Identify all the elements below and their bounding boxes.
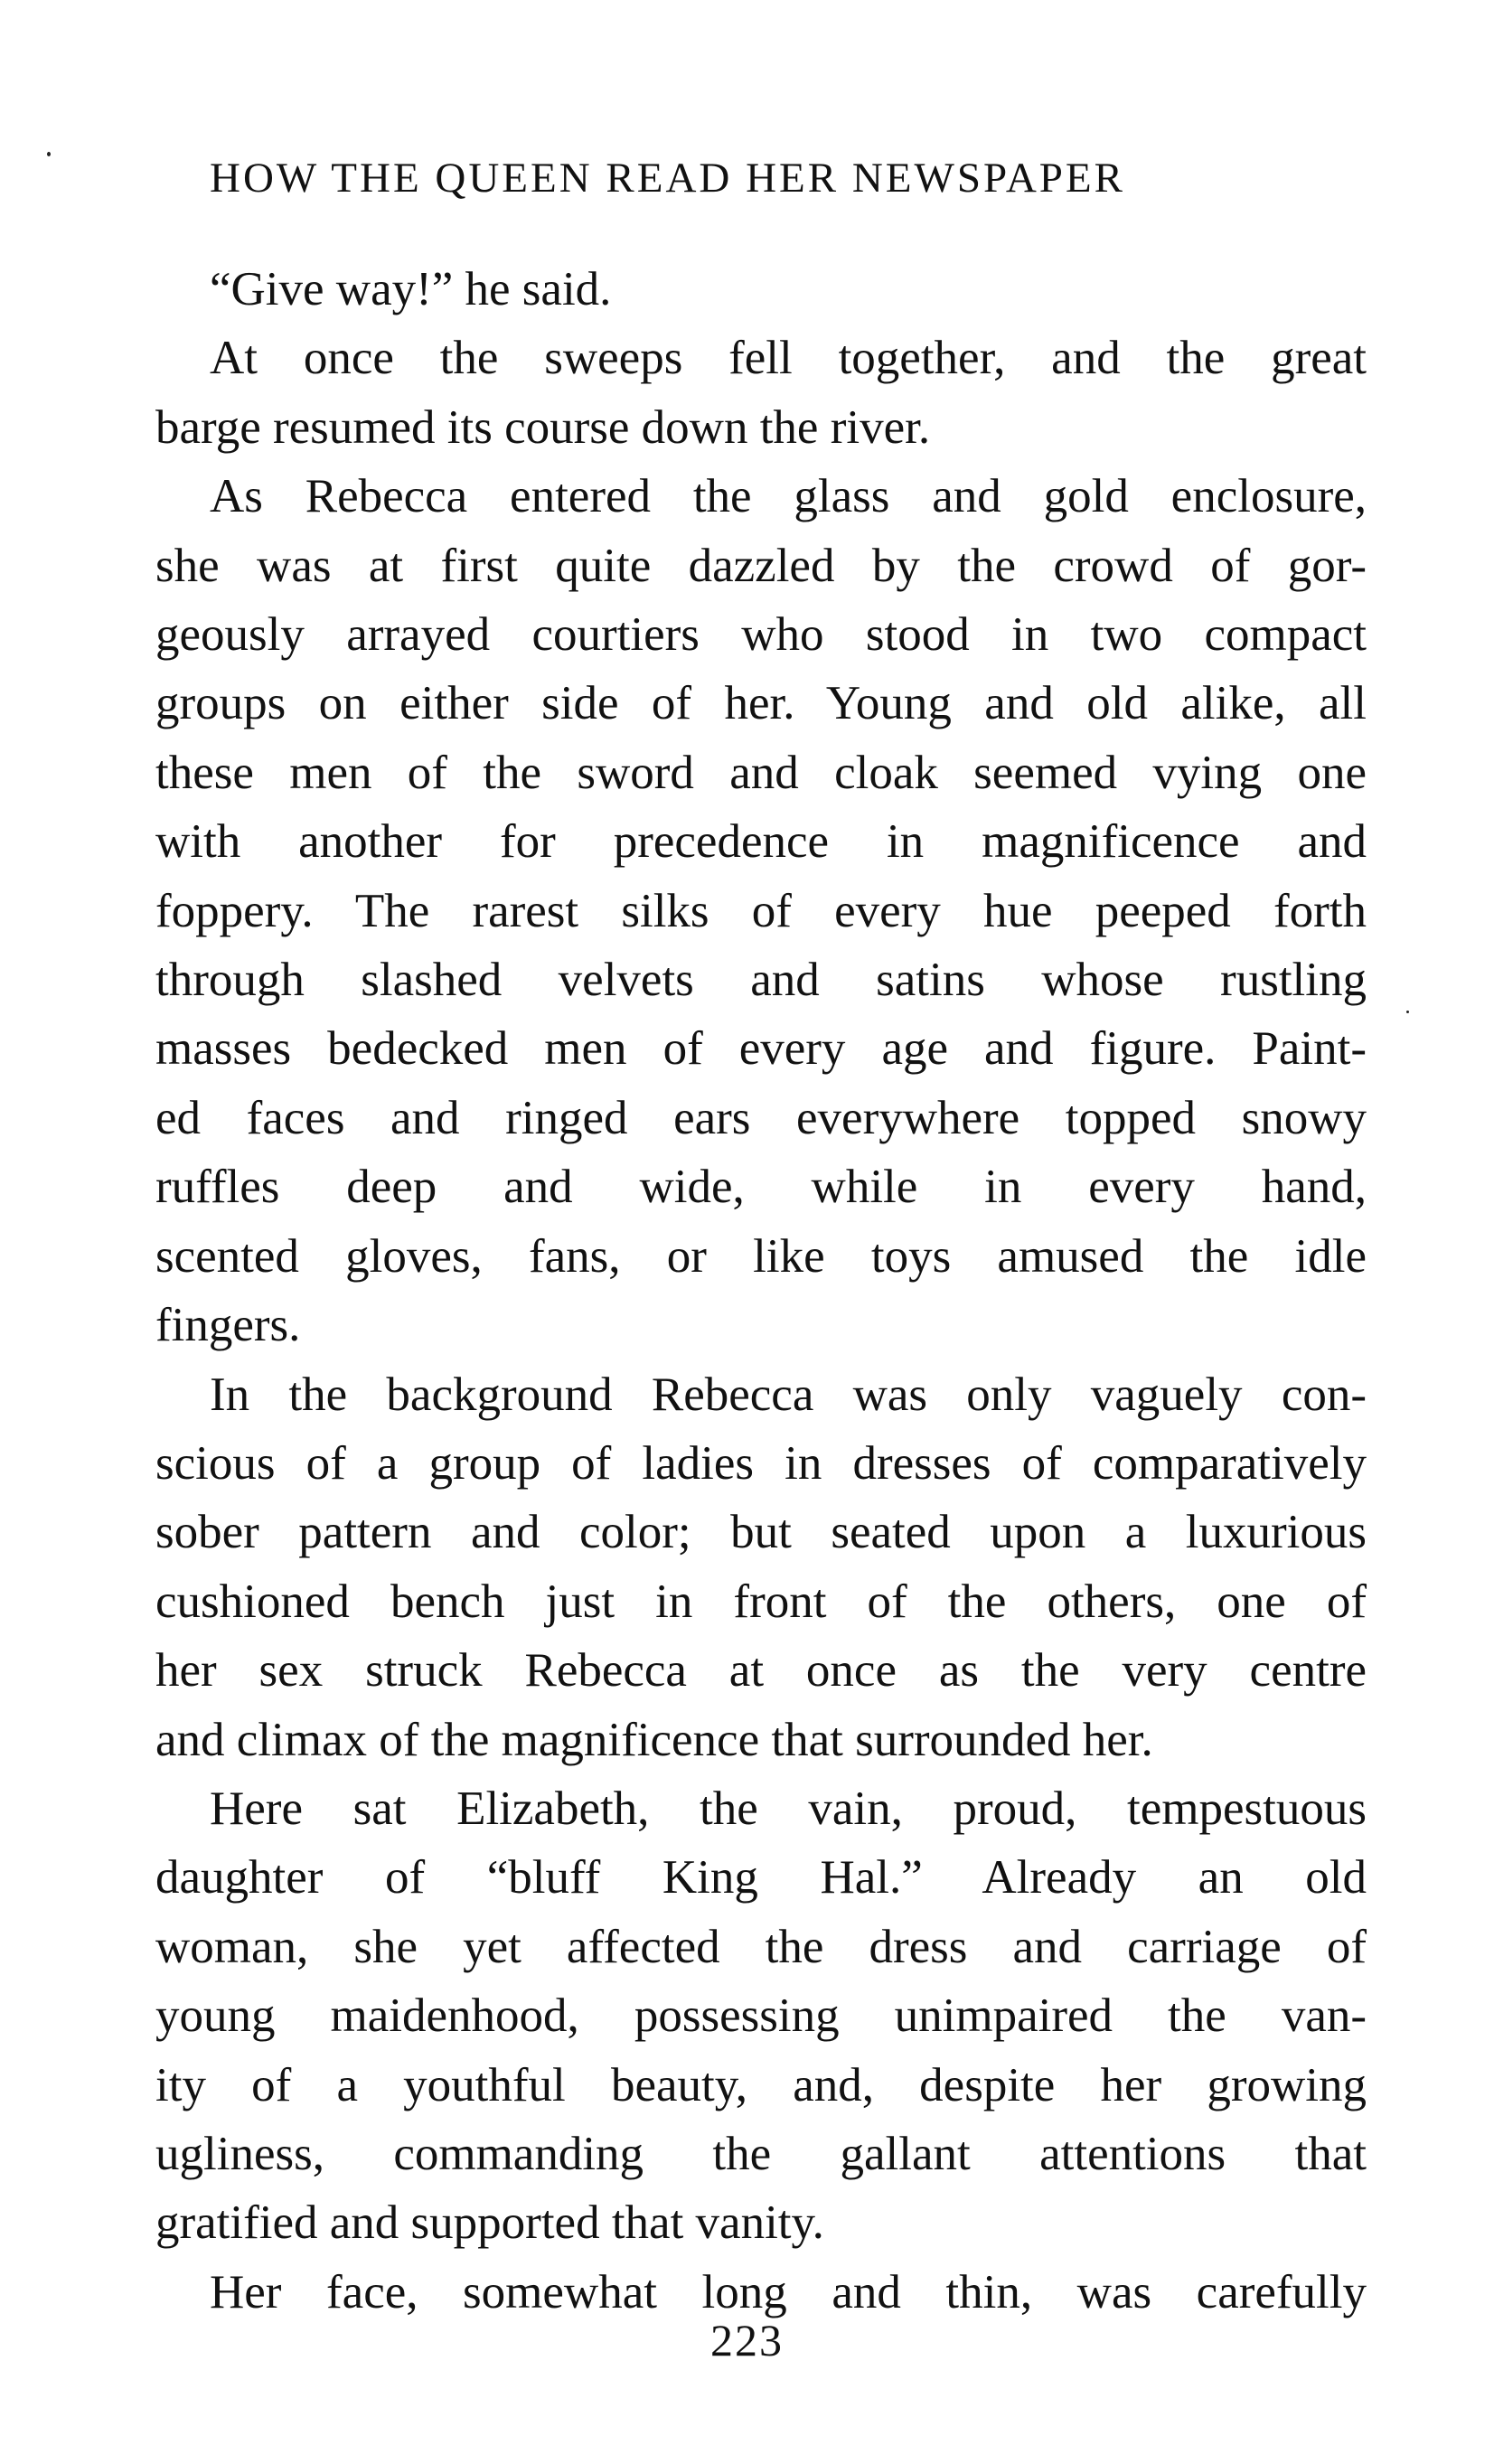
body-text [155, 255, 1367, 2327]
text-line: Her face, somewhat long and thin, was carefully [210, 2265, 1367, 2318]
running-head: HOW THE QUEEN READ HER NEWSPAPER [210, 155, 1125, 202]
text-line: she was at first quite dazzled by the crowd of gor- [155, 539, 1367, 592]
text-line: fingers. [155, 1299, 301, 1352]
text-line: geously arrayed courtiers who stood in two compact [155, 608, 1367, 662]
text-line: foppery. The rarest silks of every hue peeped forth [155, 884, 1367, 937]
text-line: woman, she yet affected the dress and carriage of [155, 1920, 1367, 1973]
paragraph [155, 1360, 1367, 1774]
text-line: young maidenhood, possessing unimpaired the van- [155, 1989, 1367, 2043]
text-line: daughter of “bluff King Hal.” Already an old [155, 1851, 1367, 1904]
text-line: scious of a group of ladies in dresses of comparatively [155, 1436, 1367, 1490]
paragraph [155, 255, 1367, 324]
text-line: “Give way!” he said. [210, 263, 612, 315]
paragraph [155, 324, 1367, 462]
text-line: and climax of the magnificence that surrounded her. [155, 1713, 1153, 1766]
text-line: ugliness, commanding the gallant attentions that [155, 2127, 1367, 2180]
text-line: with another for precedence in magnificence and [155, 815, 1367, 869]
text-line: In the background Rebecca was only vaguely con- [210, 1368, 1367, 1421]
text-line: masses bedecked men of every age and figure. Paint- [155, 1022, 1367, 1076]
text-line: At once the sweeps fell together, and the great [210, 332, 1367, 385]
text-line: gratified and supported that vanity. [155, 2196, 824, 2250]
text-line: her sex struck Rebecca at once as the very centre [155, 1644, 1367, 1698]
text-line: As Rebecca entered the glass and gold enclosure, [210, 470, 1367, 523]
text-line: cushioned bench just in front of the others, one of [155, 1575, 1367, 1628]
text-line: ed faces and ringed ears everywhere topped snowy [155, 1091, 1367, 1144]
text-line: through slashed velvets and satins whose rustling [155, 954, 1367, 1007]
ink-speck [1406, 1011, 1409, 1013]
paragraph [155, 462, 1367, 1359]
text-line: these men of the sword and cloak seemed vying one [155, 746, 1367, 799]
text-line: ity of a youthful beauty, and, despite her growing [155, 2058, 1367, 2111]
ink-speck [47, 152, 51, 156]
text-line: barge resumed its course down the river. [155, 400, 931, 454]
paragraph [155, 1774, 1367, 2258]
text-line: groups on either side of her. Young and old alike, all [155, 677, 1367, 730]
page-number: 223 [710, 2315, 784, 2365]
text-line: Here sat Elizabeth, the vain, proud, tempestuous [210, 1782, 1367, 1835]
text-line: scented gloves, fans, or like toys amused the idle [155, 1229, 1367, 1283]
text-line: sober pattern and color; but seated upon a luxurious [155, 1506, 1367, 1559]
text-line: ruffles deep and wide, while in every hand, [155, 1161, 1367, 1214]
